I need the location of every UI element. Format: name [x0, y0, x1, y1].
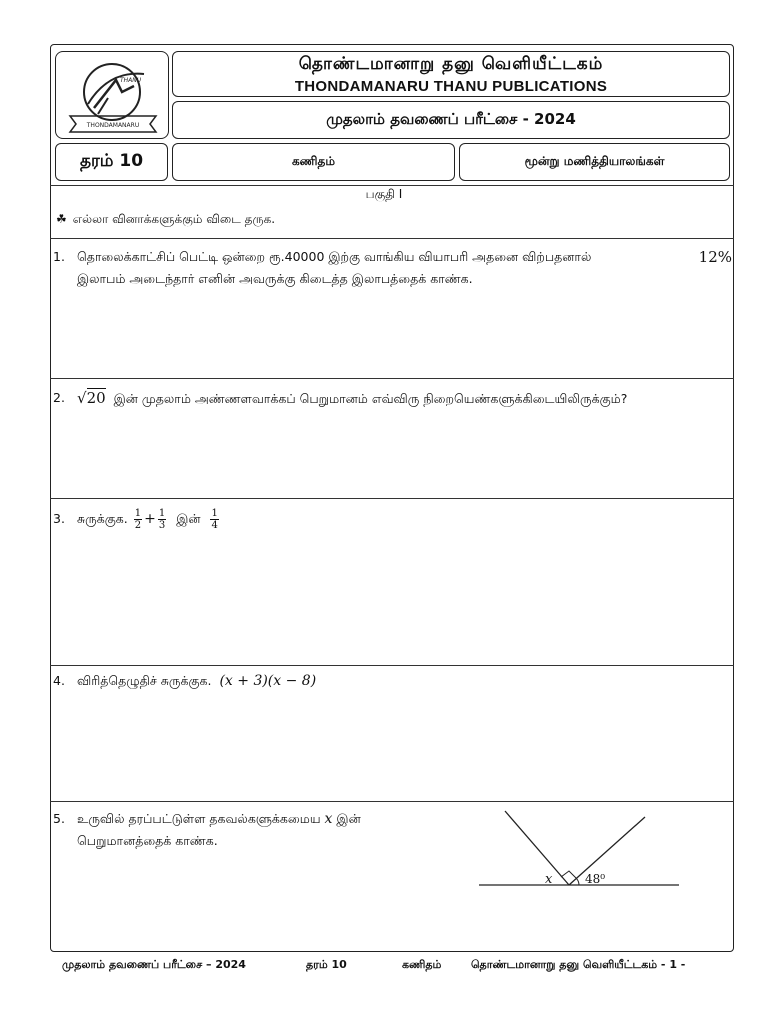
angle-figure [475, 805, 685, 895]
publisher-logo [55, 51, 169, 139]
publisher-name-tamil: தொண்டமானாறு தனு வெளியீட்டகம் [298, 54, 604, 74]
footer-publisher-page: தொண்டமானாறு தனு வெளியீட்டகம் - 1 - [471, 958, 686, 971]
right-angle-mark [561, 871, 576, 878]
publisher-name-english: THONDAMANARU THANU PUBLICATIONS [294, 78, 608, 95]
logo-emblem [64, 58, 162, 136]
duration-label: மூன்று மணித்தியாலங்கள் [459, 143, 730, 181]
instruction-text: எல்லா வினாக்களுக்கும் விடை தருக. [72, 212, 276, 226]
question-divider [50, 238, 734, 239]
exam-title: முதலாம் தவணைப் பரீட்சை - 2024 [172, 101, 730, 139]
question-3-prefix: சுருக்குக. [77, 511, 128, 526]
question-4-expression: (x + 3)(x − 8) [219, 673, 317, 689]
footer-exam: முதலாம் தவணைப் பரீட்சை – 2024 [62, 958, 246, 971]
publisher-title-box [172, 51, 730, 97]
angle-x-label: x [545, 872, 553, 887]
header-divider [50, 185, 734, 186]
subject-label: கணிதம் [172, 143, 455, 181]
question-4 [53, 670, 733, 700]
question-2-text: இன் முதலாம் அண்ணளவாக்கப் பெறுமானம் எவ்விரு நிறையெண்களுக்கிடையிலிருக்கும்? [113, 391, 628, 406]
question-5-line1-end: இன் [336, 811, 361, 826]
instruction [56, 212, 275, 228]
question-2-radicand: 20 [86, 389, 106, 407]
bullet-icon: ☘ [56, 212, 67, 226]
right-ray [569, 817, 645, 885]
question-number: 2. [53, 390, 65, 405]
question-divider [50, 498, 734, 499]
question-1-line2: இலாபம் அடைந்தார் எனின் அவருக்கு கிடைத்த இலாபத்தைக் காண்க. [77, 271, 473, 286]
angle-arc [576, 878, 579, 885]
angle-48-label: 48⁰ [585, 872, 606, 886]
question-divider [50, 801, 734, 802]
question-1-percent: 12% [698, 248, 732, 266]
question-divider [50, 665, 734, 666]
question-4-text: விரித்தெழுதிச் சுருக்குக. [77, 673, 212, 688]
footer-grade: தரம் 10 [306, 958, 347, 971]
question-3-middle: இன் [176, 511, 201, 526]
fraction: $\frac{1}{2}$ [134, 508, 142, 531]
question-5-variable: x [324, 811, 333, 827]
sqrt-symbol: √ [77, 389, 87, 407]
question-3 [53, 508, 733, 538]
question-5-line2: பெறுமானத்தைக் காண்க. [77, 833, 218, 848]
question-2 [53, 387, 733, 417]
question-1-line1: தொலைக்காட்சிப் பெட்டி ஒன்றை ரூ.40000 இற்கு வாங்கிய வியாபரி அதனை விற்பதனால் [77, 249, 592, 264]
grade-label: தரம் 10 [55, 143, 168, 181]
logo-emblem-text: THANU [120, 77, 142, 84]
question-divider [50, 378, 734, 379]
question-number: 1. [53, 249, 65, 264]
question-1 [53, 246, 733, 306]
part-label: பகுதி I [365, 187, 403, 201]
footer-subject: கணிதம் [402, 958, 442, 971]
logo-banner-text: THONDAMANARU [86, 122, 140, 129]
question-number: 4. [53, 673, 65, 688]
question-5-line1: உருவில் தரப்பட்டுள்ள தகவல்களுக்கமைய [77, 811, 321, 826]
question-number: 5. [53, 811, 65, 826]
question-number: 3. [53, 511, 65, 526]
plus-sign: + [144, 511, 156, 527]
fraction: $\frac{1}{4}$ [211, 508, 218, 531]
question-5 [53, 808, 453, 858]
left-ray [505, 811, 569, 885]
fraction: $\frac{1}{3}$ [158, 508, 166, 531]
